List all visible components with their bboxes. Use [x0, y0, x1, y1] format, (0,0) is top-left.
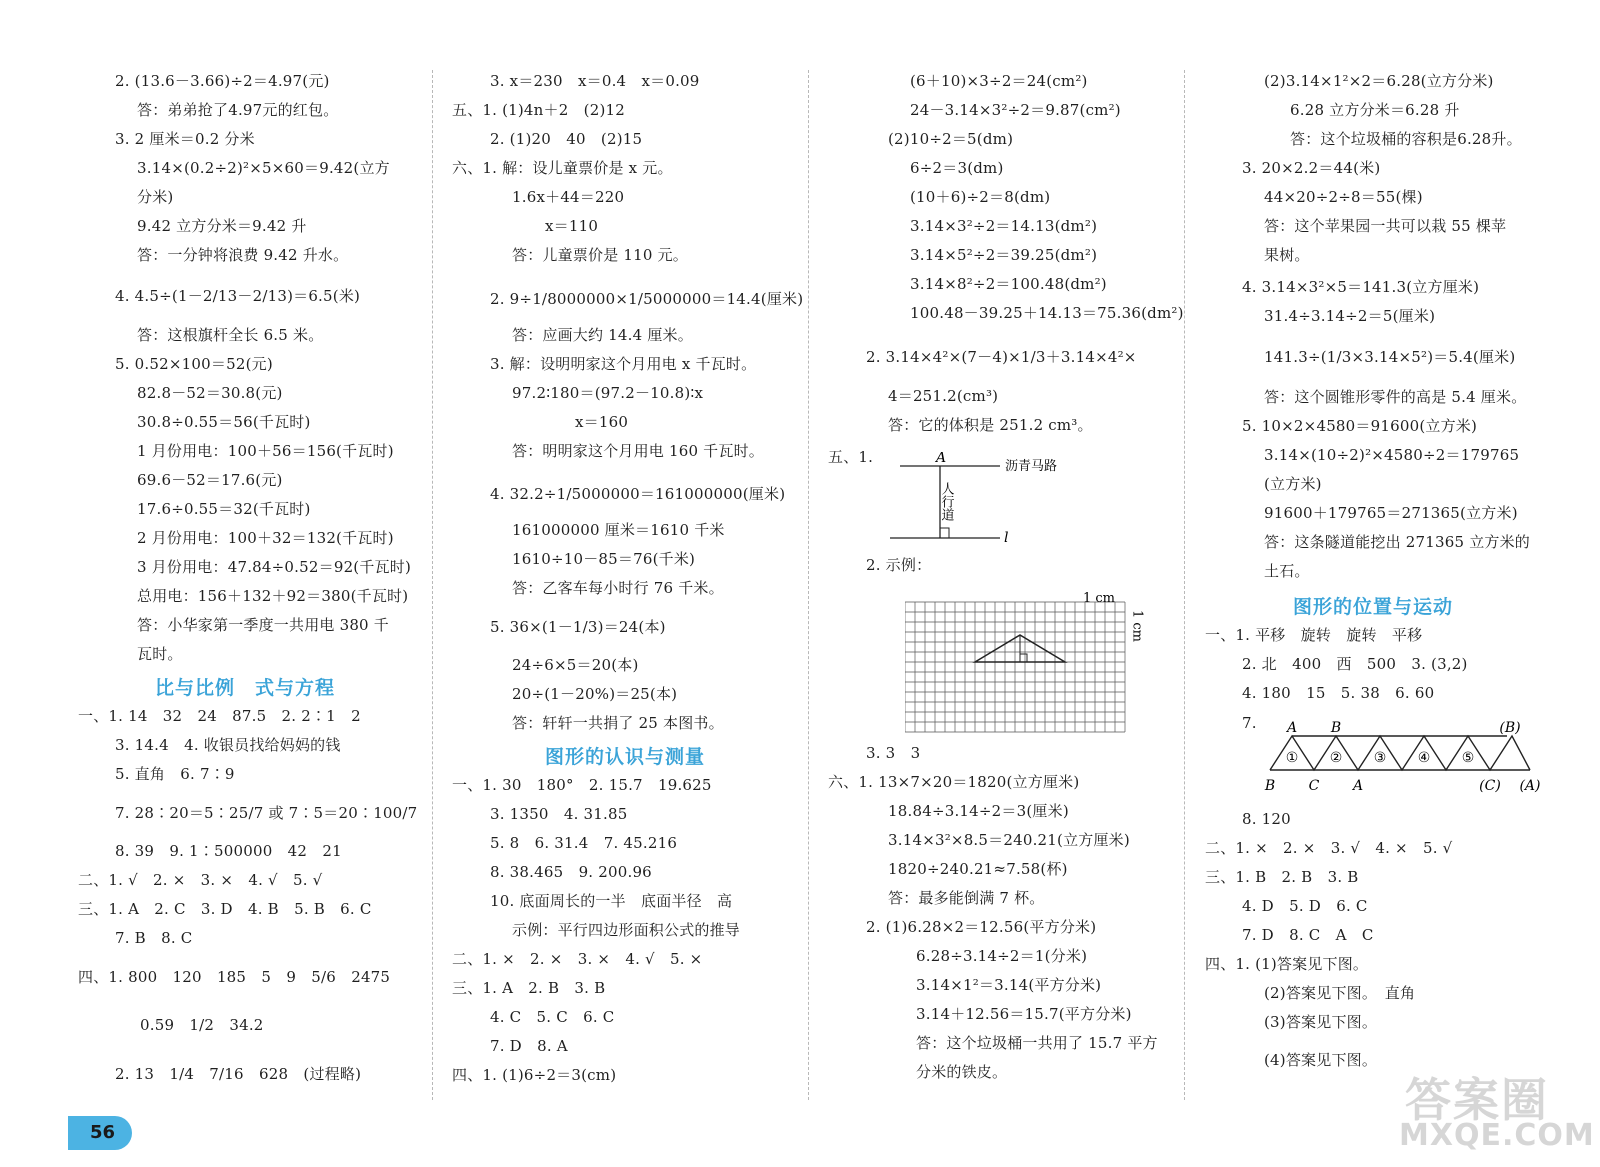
answer-line: 5. 10×2×4580＝91600(立方米) — [1242, 417, 1478, 435]
answer-line: 2. 北 400 西 500 3. (3,2) — [1242, 655, 1468, 673]
answer-line: (6＋10)×3÷2＝24(cm²) — [910, 72, 1088, 90]
answer-line: 六、1. 解：设儿童票价是 x 元。 — [452, 159, 673, 177]
answer-line: 四、1. (1)6÷2＝3(cm) — [452, 1066, 617, 1084]
answer-line: 1 月份用电：100＋56＝156(千瓦时) — [137, 442, 394, 460]
answer-line: 7. — [1242, 714, 1257, 732]
answer-line: 四、1. 800 120 185 5 9 5/6 2475 — [78, 968, 391, 986]
answer-line: 总用电：156＋132＋92＝380(千瓦时) — [137, 587, 409, 605]
answer-line: 8. 38.465 9. 200.96 — [490, 863, 652, 881]
answer-line: 2. 9÷1/8000000×1/5000000＝14.4(厘米) — [490, 290, 804, 308]
answer-line: 六、1. 13×7×20＝1820(立方厘米) — [828, 773, 1080, 791]
walkway-label: 人行道 — [938, 482, 954, 521]
vertex-label: A — [1286, 720, 1298, 736]
vertex-label: B — [1264, 778, 1276, 794]
answer-line: 答：最多能倒满 7 杯。 — [888, 889, 1045, 907]
answer-line: 6÷2＝3(dm) — [910, 159, 1004, 177]
answer-line: 1.6x＋44＝220 — [512, 188, 625, 206]
answer-line: 2. 13 1/4 7/16 628 (过程略) — [115, 1065, 362, 1083]
answer-line: 17.6÷0.55＝32(千瓦时) — [137, 500, 311, 518]
answer-line: 3 月份用电：47.84÷0.52＝92(千瓦时) — [137, 558, 412, 576]
answer-line: 答：这个垃圾桶的容积是6.28升。 — [1290, 130, 1522, 148]
answer-line: 2. (1)6.28×2＝12.56(平方分米) — [866, 918, 1097, 936]
answer-line: (3)答案见下图。 — [1264, 1013, 1378, 1031]
answer-line: 答：一分钟将浪费 9.42 升水。 — [137, 246, 349, 264]
answer-line: 5. 0.52×100＝52(元) — [115, 355, 273, 373]
answer-line: 3. 2 厘米＝0.2 分米 — [115, 130, 255, 148]
answer-line: 三、1. A 2. B 3. B — [452, 979, 606, 997]
answer-line: 3. 1350 4. 31.85 — [490, 805, 628, 823]
page-number-badge: 56 — [68, 1116, 132, 1150]
answer-line: 四、1. (1)答案见下图。 — [1205, 955, 1369, 973]
vertex-label: B — [1330, 720, 1342, 736]
watermark-logo-text: 答案圈 — [1405, 1073, 1549, 1127]
column-separator — [432, 70, 433, 1100]
answer-line: 一、1. 平移 旋转 旋转 平移 — [1205, 626, 1423, 644]
answer-line: 答：这个苹果园一共可以栽 55 棵苹 — [1264, 217, 1507, 235]
answer-line: 答：小华家第一季度一共用电 380 千 — [137, 616, 389, 634]
answer-line: 3.14×3²÷2＝14.13(dm²) — [910, 217, 1098, 235]
answer-line: 瓦时。 — [137, 645, 183, 663]
triangle-number: ① — [1285, 750, 1299, 766]
answer-line: 分米) — [137, 188, 174, 206]
answer-line: (2)10÷2＝5(dm) — [888, 130, 1014, 148]
answer-line: 答：它的体积是 251.2 cm³。 — [888, 416, 1093, 434]
answer-line: 1820÷240.21≈7.58(杯) — [888, 860, 1068, 878]
road-label: 沥青马路 — [1005, 459, 1058, 474]
answer-line: 示例：平行四边形面积公式的推导 — [512, 921, 741, 939]
answer-line: 5. 36×(1－1/3)＝24(本) — [490, 618, 666, 636]
answer-line: 8. 39 9. 1∶500000 42 21 — [115, 842, 342, 860]
answer-line: 五、1. (1)4n＋2 (2)12 — [452, 101, 626, 119]
answer-line: 7. B 8. C — [115, 929, 193, 947]
answer-line: 3. 3 3 — [866, 744, 921, 762]
answer-line: 1610÷10－85＝76(千米) — [512, 550, 696, 568]
answer-line: 土石。 — [1264, 562, 1310, 580]
answer-line: x＝110 — [545, 217, 599, 235]
answer-line: (10＋6)÷2＝8(dm) — [910, 188, 1051, 206]
answer-line: 分米的铁皮。 — [916, 1063, 1008, 1081]
answer-line: 69.6－52＝17.6(元) — [137, 471, 283, 489]
answer-line: 4. 4.5÷(1－2/13－2/13)＝6.5(米) — [115, 287, 361, 305]
answer-line: 3.14×3²×8.5＝240.21(立方厘米) — [888, 831, 1130, 849]
answer-line: 100.48－39.25＋14.13＝75.36(dm²) — [910, 304, 1184, 322]
answer-line: 5. 8 6. 31.4 7. 45.216 — [490, 834, 678, 852]
answer-line: 3. 14.4 4. 收银员找给妈妈的钱 — [115, 736, 341, 754]
answer-line: 3.14×(0.2÷2)²×5×60＝9.42(立方 — [137, 159, 390, 177]
site-watermark — [1395, 1060, 1595, 1160]
answer-line: (立方米) — [1264, 475, 1322, 493]
answer-line: 一、1. 14 32 24 87.5 2. 2∶1 2 — [78, 707, 361, 725]
section-title: 图形的认识与测量 — [545, 746, 706, 768]
answer-line: 4. D 5. D 6. C — [1242, 897, 1368, 915]
answer-line: 答：明明家这个月用电 160 千瓦时。 — [512, 442, 764, 460]
answer-line: 2. 3.14×4²×(7－4)×1/3＋3.14×4²× — [866, 348, 1137, 366]
answer-line: 三、1. A 2. C 3. D 4. B 5. B 6. C — [78, 900, 372, 918]
answer-line: 141.3÷(1/3×3.14×5²)＝5.4(厘米) — [1264, 348, 1516, 366]
answer-line: 7. D 8. C A C — [1242, 926, 1374, 944]
answer-line: 30.8÷0.55＝56(千瓦时) — [137, 413, 311, 431]
sidewalk-diagram — [880, 452, 1110, 547]
section-title: 图形的位置与运动 — [1293, 596, 1454, 618]
answer-line: 2. (1)20 40 (2)15 — [490, 130, 643, 148]
answer-line: 0.59 1/2 34.2 — [140, 1016, 264, 1034]
unit-x-label: 1 cm — [1083, 591, 1116, 606]
answer-line: 答：应画大约 14.4 厘米。 — [512, 326, 693, 344]
vertex-label: (B) — [1499, 720, 1521, 736]
answer-line: 44×20÷2÷8＝55(棵) — [1264, 188, 1423, 206]
answer-line: 答：弟弟抢了4.97元的红包。 — [137, 101, 339, 119]
answer-line: 6.28÷3.14÷2＝1(分米) — [916, 947, 1088, 965]
triangle-number: ⑤ — [1461, 750, 1475, 766]
answer-line: 9.42 立方分米＝9.42 升 — [137, 217, 307, 235]
answer-line: 4＝251.2(cm³) — [888, 387, 999, 405]
answer-line: 答：这根旗杆全长 6.5 米。 — [137, 326, 324, 344]
answer-line: 7. 28∶20＝5∶25/7 或 7∶5＝20∶100/7 — [115, 804, 418, 822]
answer-line: 答：这个垃圾桶一共用了 15.7 平方 — [916, 1034, 1158, 1052]
answer-line: 97.2∶180＝(97.2－10.8)∶x — [512, 384, 704, 402]
answer-line: 18.84÷3.14÷2＝3(厘米) — [888, 802, 1069, 820]
answer-line: 3.14×(10÷2)²×4580÷2＝179765 — [1264, 446, 1520, 464]
answer-line: (2)答案见下图。 直角 — [1264, 984, 1416, 1002]
answer-line: x＝160 — [575, 413, 629, 431]
watermark-url: MXQE.COM — [1399, 1118, 1595, 1153]
answer-line: 4. 180 15 5. 38 6. 60 — [1242, 684, 1435, 702]
answer-line: 2 月份用电：100＋32＝132(千瓦时) — [137, 529, 394, 547]
answer-line: 答：这条隧道能挖出 271365 立方米的 — [1264, 533, 1530, 551]
answer-line: 6.28 立方分米＝6.28 升 — [1290, 101, 1460, 119]
triangle-number: ③ — [1373, 750, 1387, 766]
answer-line: 91600＋179765＝271365(立方米) — [1264, 504, 1518, 522]
triangle-number: ② — [1329, 750, 1343, 766]
answer-line: 3.14＋12.56＝15.7(平方分米) — [916, 1005, 1132, 1023]
answer-line: 二、1. × 2. × 3. √ 4. × 5. √ — [1205, 839, 1453, 857]
answer-line: 5. 直角 6. 7∶9 — [115, 765, 235, 783]
answer-line: 一、1. 30 180° 2. 15.7 19.625 — [452, 776, 712, 794]
answer-line: 31.4÷3.14÷2＝5(厘米) — [1264, 307, 1436, 325]
unit-y-label: 1 cm — [1129, 610, 1145, 643]
answer-line: 二、1. × 2. × 3. × 4. √ 5. × — [452, 950, 703, 968]
vertex-label: (A) — [1519, 778, 1541, 794]
grid-triangle-figure — [905, 590, 1155, 750]
triangle-number: ④ — [1417, 750, 1431, 766]
answer-line: 三、1. B 2. B 3. B — [1205, 868, 1359, 886]
answer-line: (4)答案见下图。 — [1264, 1051, 1378, 1069]
answer-line: 答：乙客车每小时行 76 千米。 — [512, 579, 724, 597]
answer-line: 4. 3.14×3²×5＝141.3(立方厘米) — [1242, 278, 1480, 296]
vertex-label: (C) — [1479, 778, 1501, 794]
answer-line: 161000000 厘米＝1610 千米 — [512, 521, 725, 539]
point-a-label: A — [936, 452, 947, 466]
answer-line: 4. 32.2÷1/5000000＝161000000(厘米) — [490, 485, 786, 503]
answer-line: 答：轩轩一共捐了 25 本图书。 — [512, 714, 724, 732]
answer-line: 3. 20×2.2＝44(米) — [1242, 159, 1381, 177]
answer-line: 果树。 — [1264, 246, 1310, 264]
answer-line: 24－3.14×3²÷2＝9.87(cm²) — [910, 101, 1121, 119]
answer-line: 82.8－52＝30.8(元) — [137, 384, 283, 402]
answer-line: 10. 底面周长的一半 底面半径 高 — [490, 892, 733, 910]
answer-line: (2)3.14×1²×2＝6.28(立方分米) — [1264, 72, 1494, 90]
answer-line: 7. D 8. A — [490, 1037, 568, 1055]
answer-line: 答：儿童票价是 110 元。 — [512, 246, 688, 264]
answer-line: 3. x＝230 x＝0.4 x＝0.09 — [490, 72, 700, 90]
answer-line: 2. 示例： — [866, 556, 932, 574]
answer-line: 二、1. √ 2. × 3. × 4. √ 5. √ — [78, 871, 323, 889]
answer-line: 3.14×5²÷2＝39.25(dm²) — [910, 246, 1098, 264]
answer-line: 答：这个圆锥形零件的高是 5.4 厘米。 — [1264, 388, 1527, 406]
column-separator — [808, 70, 809, 1100]
section-title: 比与比例 式与方程 — [155, 677, 336, 699]
vertex-label: A — [1352, 778, 1364, 794]
answer-line: 3.14×1²＝3.14(平方分米) — [916, 976, 1102, 994]
answer-line: 2. (13.6－3.66)÷2＝4.97(元) — [115, 72, 330, 90]
answer-line: 3.14×8²÷2＝100.48(dm²) — [910, 275, 1107, 293]
vertex-label: C — [1308, 778, 1320, 794]
answer-line: 24÷6×5＝20(本) — [512, 656, 639, 674]
answer-line: 五、1. — [828, 448, 874, 466]
column-separator — [1184, 70, 1185, 1100]
answer-line: 4. C 5. C 6. C — [490, 1008, 615, 1026]
answer-line: 3. 解：设明明家这个月用电 x 千瓦时。 — [490, 355, 757, 373]
answer-line: 8. 120 — [1242, 810, 1291, 828]
triangle-rotation-figure — [1262, 708, 1562, 800]
answer-line: 20÷(1－20%)＝25(本) — [512, 685, 678, 703]
line-l-label: l — [1004, 530, 1009, 546]
